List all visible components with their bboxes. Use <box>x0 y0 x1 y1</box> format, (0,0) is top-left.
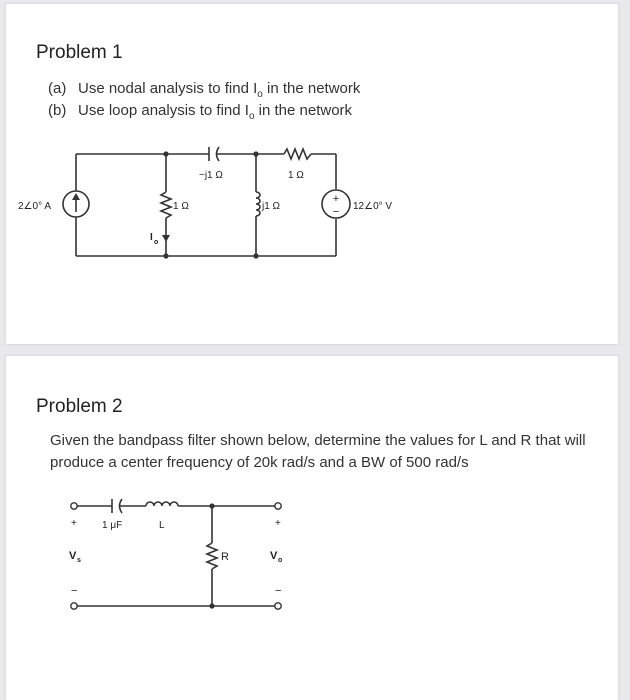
io-arrow <box>162 235 170 242</box>
current-source-arrow-head <box>72 193 80 200</box>
resistor-top-label: 1 Ω <box>288 170 304 181</box>
circuit-1-diagram <box>6 4 618 344</box>
circuit-2-diagram <box>6 356 618 700</box>
vs-label: V <box>69 550 77 562</box>
problem-2-text: Given the bandpass filter shown below, determine the values for L and R that will produce a center frequency of 20k rad/s and a BW of 500 rad/s <box>50 432 586 471</box>
node-dot <box>253 253 258 258</box>
node-dot <box>163 151 168 156</box>
terminal-vo-top <box>275 503 281 509</box>
node-dot <box>209 503 214 508</box>
vo-minus: − <box>275 585 282 597</box>
part-a-text: Use nodal analysis to find I <box>78 80 258 97</box>
terminal-vs-top <box>71 503 77 509</box>
vs1-plus: + <box>332 193 340 205</box>
terminal-vo-bottom <box>275 603 281 609</box>
inductor-symbol <box>256 192 260 216</box>
part-b-rest: in the network <box>254 102 353 119</box>
inductor-label: j1 Ω <box>262 201 281 212</box>
current-source-label: 2∠0° A <box>18 201 51 212</box>
resistor-R <box>207 543 217 569</box>
part-a-rest: in the network <box>262 80 361 97</box>
vs-plus: + <box>71 518 77 529</box>
vs-sub: s <box>77 557 81 564</box>
resistor-left-label: 1 Ω <box>173 201 189 212</box>
problem-2-title: Problem 2 <box>36 396 123 417</box>
problem-1-title: Problem 1 <box>36 42 123 63</box>
resistor-label: R <box>221 551 229 563</box>
part-a-sub: o <box>257 89 263 100</box>
resistor-top <box>284 149 311 159</box>
problem-2-card <box>6 356 618 700</box>
inductor-label: L <box>159 520 165 531</box>
part-b-tag: (b) <box>48 102 67 119</box>
inductor-symbol <box>146 502 178 506</box>
part-b-text: Use loop analysis to find I <box>78 102 249 119</box>
capacitor-label: 1 μF <box>102 520 123 531</box>
io-sub: o <box>154 239 159 246</box>
node-dot <box>163 253 168 258</box>
vo-label: V <box>270 550 278 562</box>
io-label: I <box>150 232 153 243</box>
part-a-tag: (a) <box>48 80 67 97</box>
vo-sub: o <box>278 557 283 564</box>
resistor-left <box>161 192 171 218</box>
capacitor-label: −j1 Ω <box>199 170 223 181</box>
voltage-source-label: 12∠0° V <box>353 201 393 212</box>
part-b-sub: o <box>248 111 255 122</box>
vo-plus: + <box>275 518 281 529</box>
node-dot <box>209 603 214 608</box>
vs-minus: − <box>71 585 78 597</box>
terminal-vs-bottom <box>71 603 77 609</box>
vs1-minus: − <box>332 206 340 218</box>
node-dot <box>253 151 258 156</box>
problem-1-card <box>6 4 618 344</box>
